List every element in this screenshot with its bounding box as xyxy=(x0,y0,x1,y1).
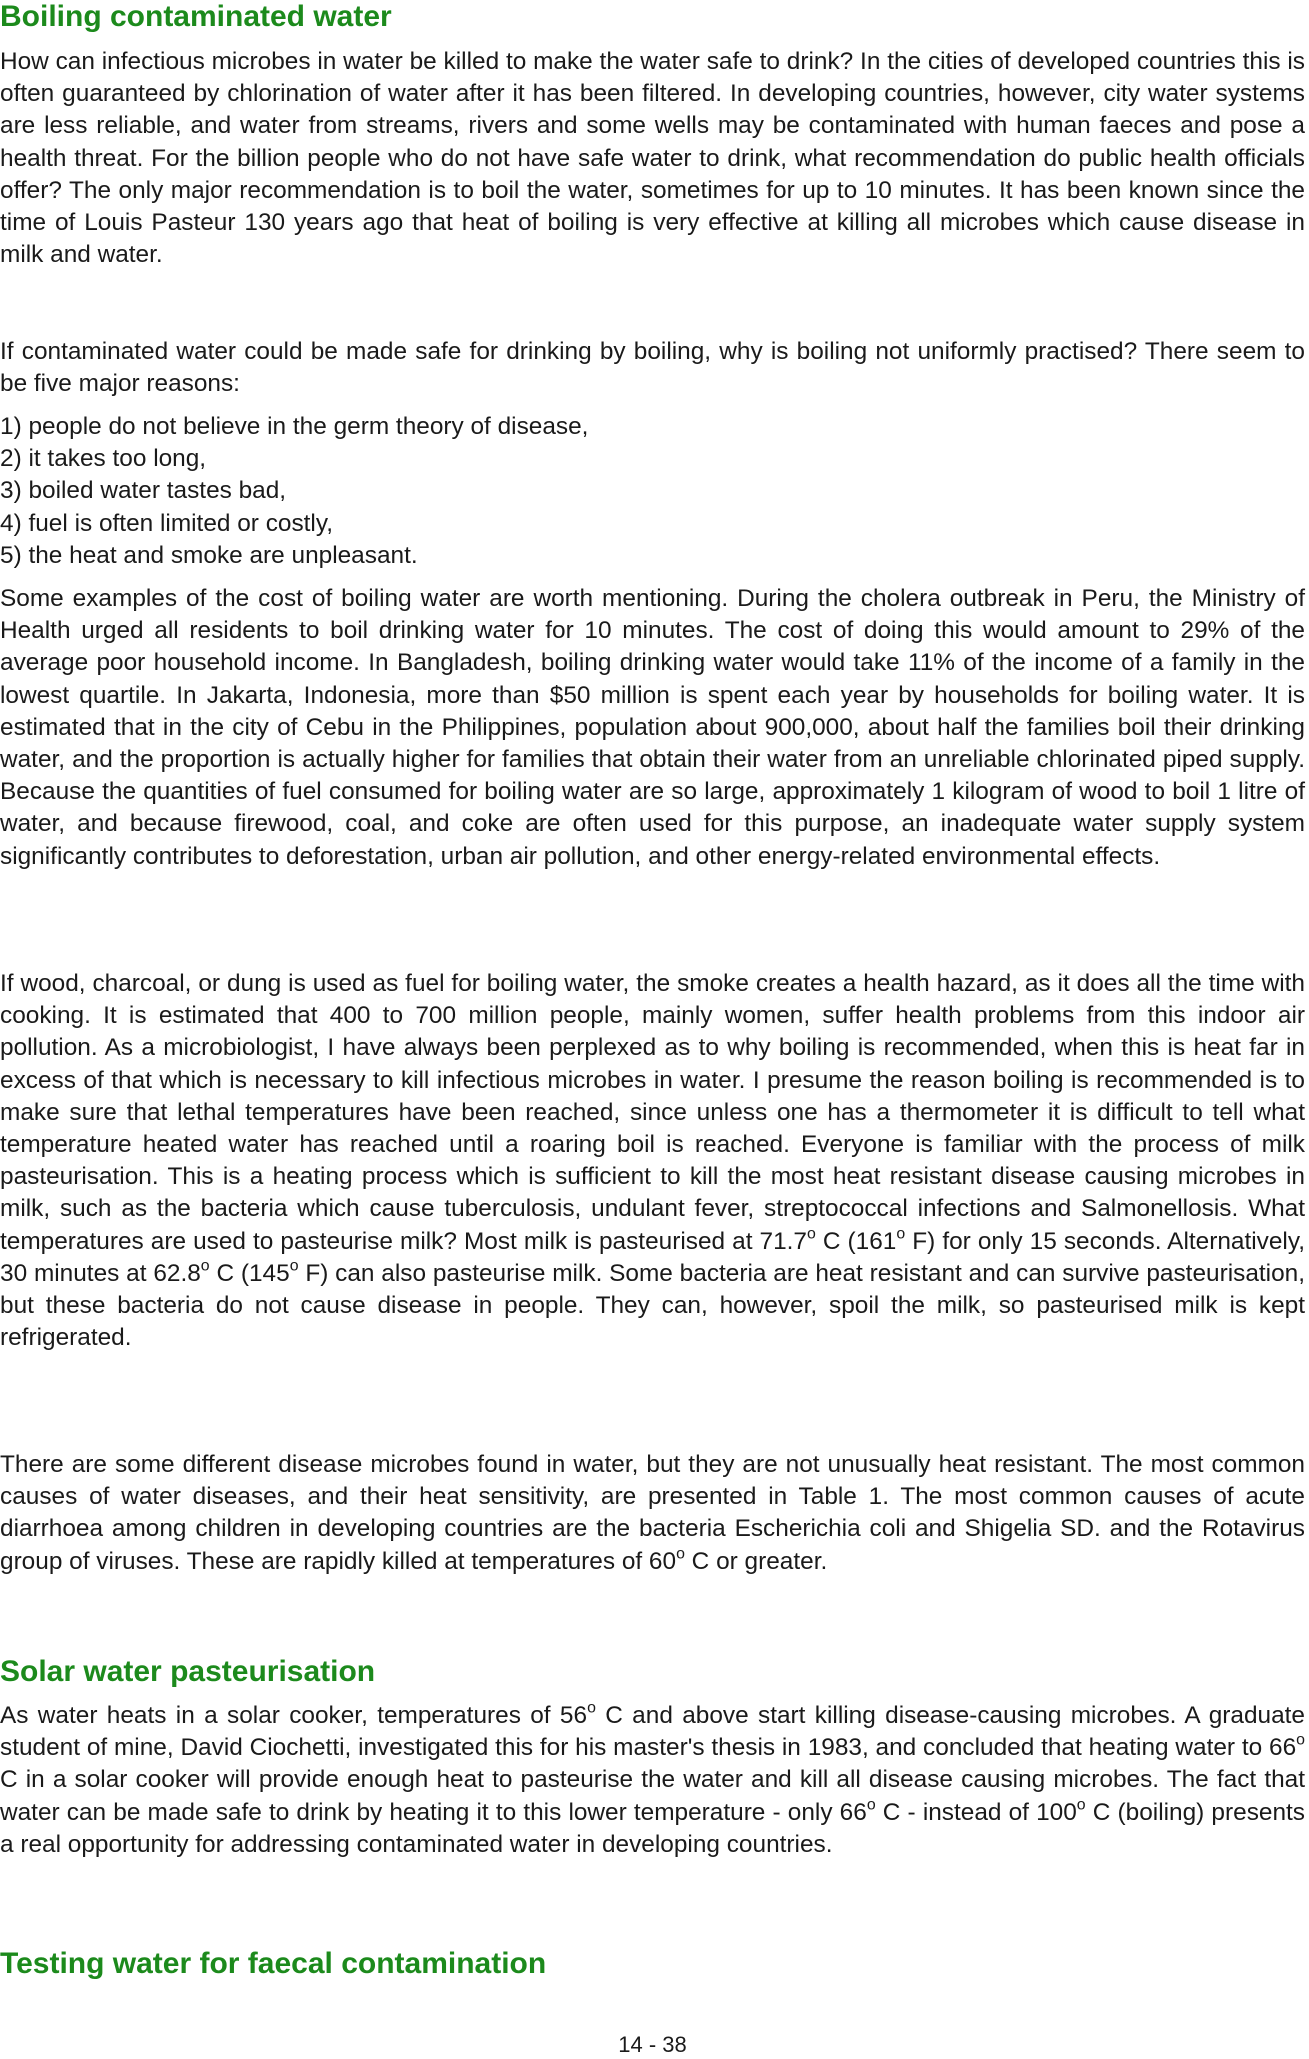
paragraph-boiling-smoke-pasteurisation xyxy=(0,968,1305,1354)
text-run: C (161 xyxy=(815,1227,897,1255)
heading-testing-water: Testing water for faecal contamination xyxy=(0,1947,547,1980)
paragraph-boiling-microbes xyxy=(0,1449,1305,1578)
text-run: C and above start killing disease-causing microbes. A graduate student of mine, David Ciochetti, investigated this for his master's thesis in 1983, and concluded that heating water to 66 xyxy=(0,1702,1305,1762)
list-item: 2) it takes too long, xyxy=(0,445,207,473)
text-run: C (145 xyxy=(209,1259,290,1287)
text-run: F) for only 15 seconds. Alternatively, 30 minutes at 62.8 xyxy=(0,1227,1305,1287)
text-run: C or greater. xyxy=(684,1547,828,1575)
degree-mark: o xyxy=(807,1225,816,1243)
degree-mark: o xyxy=(200,1257,210,1275)
degree-mark: o xyxy=(896,1225,906,1243)
degree-mark: o xyxy=(1076,1796,1086,1814)
text-run: If wood, charcoal, or dung is used as fuel for boiling water, the smoke creates a health hazard, as it does all the time with cooking. It is estimated that 400 to 700 million people, mainly women, suffer health problems from this indoor air pollution. As a microbiologist, I have always been perplexed as to why boiling is recommended, when this is heat far in excess of that which is necessary to kill infectious microbes in water. I presume the reason boiling is recommended is to make sure that lethal temperatures have been reached, since unless one has a thermometer it is difficult to tell what temperature heated water has reached until a roaring boil is reached. Everyone is familiar with the process of milk pasteurisation. This is a heating process which is sufficient to kill the most heat resistant disease causing microbes in milk, such as the bacteria which cause tuberculosis, undulant fever, streptococcal infections and Salmonellosis. What temperatures are used to pasteurise milk? Most milk is pasteurised at 71.7 xyxy=(0,970,1305,1255)
degree-mark: o xyxy=(587,1699,596,1717)
text-run: F) can also pasteurise milk. Some bacteria are heat resistant and can survive pasteurisation, but these bacteria do not cause disease in people. They can, however, spoil the milk, so pasteurised milk is kept refrigerated. xyxy=(0,1259,1305,1352)
text-run: C - instead of 100 xyxy=(875,1798,1077,1826)
paragraph-boiling-intro: How can infectious microbes in water be killed to make the water safe to drink? In the cities of developed countries this is often guaranteed by chlorination of water after it has been filtered. In developing countries, however, city water systems are less reliable, and water from streams, rivers and some wells may be contaminated with human faeces and pose a health threat. For the billion people who do not have safe water to drink, what recommendation do public health officials offer? The only major recommendation is to boil the water, sometimes for up to 10 minutes. It has been known since the time of Louis Pasteur 130 years ago that heat of boiling is very effective at killing all microbes which cause disease in milk and water. xyxy=(0,48,1305,269)
list-item: 4) fuel is often limited or costly, xyxy=(0,509,334,537)
text-run: As water heats in a solar cooker, temperatures of 56 xyxy=(0,1702,588,1729)
reasons-list xyxy=(0,411,1305,572)
text-run: C (boiling) presents a real opportunity for addressing contaminated water in developing countries. xyxy=(0,1798,1305,1858)
heading-solar-water-pasteurisation: Solar water pasteurisation xyxy=(0,1655,376,1688)
degree-mark: o xyxy=(866,1796,876,1814)
list-item: 3) boiled water tastes bad, xyxy=(0,477,287,505)
paragraph-boiling-cost: Some examples of the cost of boiling water are worth mentioning. During the cholera outbreak in Peru, the Ministry of Health urged all residents to boil drinking water for 10 minutes. The cost of doing this would amount to 29% of the average poor household income. In Bangladesh, boiling drinking water would take 11% of the income of a family in the lowest quartile. In Jakarta, Indonesia, more than $50 million is spent each year by households for boiling water. It is estimated that in the city of Cebu in the Philippines, population about 900,000, about half the families boil their drinking water, and the proportion is actually higher for families that obtain their water from an unreliable chlorinated piped supply. Because the quantities of fuel consumed for boiling water are so large, approximately 1 kilogram of wood to boil 1 litre of water, and because firewood, coal, and coke are often used for this purpose, an inadequate water supply system significantly contributes to deforestation, urban air pollution, and other energy-related environmental effects. xyxy=(0,585,1305,870)
heading-boiling-contaminated-water: Boiling contaminated water xyxy=(0,0,392,33)
list-item: 5) the heat and smoke are unpleasant. xyxy=(0,541,418,569)
paragraph-solar-pasteurisation xyxy=(0,1700,1305,1861)
paragraph-boiling-reasons-intro: If contaminated water could be made safe for drinking by boiling, why is boiling not uniformly practised? There seem to be five major reasons: xyxy=(0,338,1305,398)
list-item: 1) people do not believe in the germ theory of disease, xyxy=(0,413,589,440)
text-run: C in a solar cooker will provide enough heat to pasteurise the water and kill all disease causing microbes. The fact that water can be made safe to drink by heating it to this lower temperature - only 66 xyxy=(0,1766,1305,1826)
degree-mark: o xyxy=(289,1257,299,1275)
degree-mark: o xyxy=(1296,1731,1305,1749)
text-run: There are some different disease microbes found in water, but they are not unusually heat resistant. The most common causes of water diseases, and their heat sensitivity, are presented in Table 1. The most common causes of acute diarrhoea among children in developing countries are the bacteria Escherichia coli and Shigelia SD. and the Rotavirus group of viruses. These are rapidly killed at temperatures of 60 xyxy=(0,1451,1305,1575)
degree-mark: o xyxy=(676,1545,685,1563)
page-number: 14 - 38 xyxy=(618,2032,687,2057)
